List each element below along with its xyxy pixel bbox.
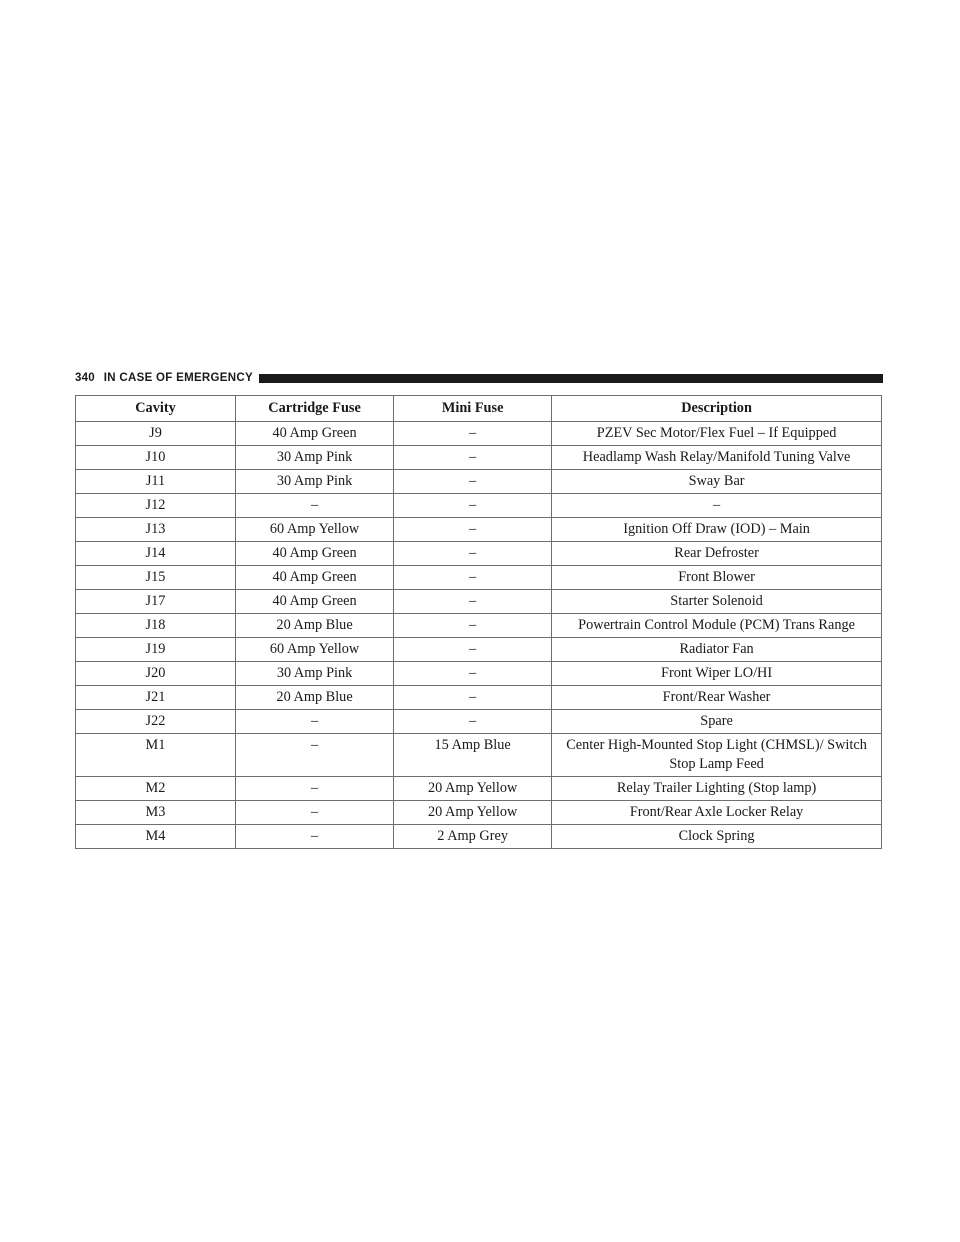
cell-mini-fuse: –: [394, 710, 552, 734]
cell-cavity: J12: [76, 494, 236, 518]
cell-cavity: J14: [76, 542, 236, 566]
table-row: [76, 470, 882, 494]
cell-mini-fuse: 15 Amp Blue: [394, 734, 552, 777]
fuse-table: [75, 395, 882, 849]
cell-mini-fuse: –: [394, 566, 552, 590]
cell-description: Rear Defroster: [552, 542, 882, 566]
cell-cartridge-fuse: 40 Amp Green: [235, 566, 393, 590]
column-header-description: Description: [552, 396, 882, 422]
cell-mini-fuse: –: [394, 590, 552, 614]
cell-cavity: J21: [76, 686, 236, 710]
cell-mini-fuse: 20 Amp Yellow: [394, 777, 552, 801]
cell-mini-fuse: 20 Amp Yellow: [394, 801, 552, 825]
table-row: [76, 825, 882, 849]
cell-description: Clock Spring: [552, 825, 882, 849]
table-row: [76, 777, 882, 801]
cell-description: Front Blower: [552, 566, 882, 590]
cell-cavity: J15: [76, 566, 236, 590]
table-row: [76, 662, 882, 686]
table-row: [76, 518, 882, 542]
cell-cavity: J18: [76, 614, 236, 638]
table-row: [76, 422, 882, 446]
table-row: [76, 801, 882, 825]
table-row: [76, 542, 882, 566]
cell-mini-fuse: –: [394, 638, 552, 662]
cell-cartridge-fuse: –: [235, 825, 393, 849]
column-header-cartridge-fuse: Cartridge Fuse: [235, 396, 393, 422]
cell-description: Powertrain Control Module (PCM) Trans Range: [552, 614, 882, 638]
cell-mini-fuse: –: [394, 686, 552, 710]
cell-description: Radiator Fan: [552, 638, 882, 662]
cell-mini-fuse: –: [394, 542, 552, 566]
cell-cavity: M2: [76, 777, 236, 801]
cell-mini-fuse: –: [394, 494, 552, 518]
cell-mini-fuse: –: [394, 614, 552, 638]
cell-description: –: [552, 494, 882, 518]
cell-cartridge-fuse: 60 Amp Yellow: [235, 518, 393, 542]
cell-description: Sway Bar: [552, 470, 882, 494]
cell-cavity: J10: [76, 446, 236, 470]
cell-cartridge-fuse: –: [235, 734, 393, 777]
cell-cartridge-fuse: 30 Amp Pink: [235, 446, 393, 470]
column-header-mini-fuse: Mini Fuse: [394, 396, 552, 422]
cell-cartridge-fuse: –: [235, 710, 393, 734]
table-row: [76, 446, 882, 470]
table-row: [76, 638, 882, 662]
cell-description: Center High-Mounted Stop Light (CHMSL)/ Switch Stop Lamp Feed: [552, 734, 882, 777]
table-row: [76, 566, 882, 590]
cell-description: Starter Solenoid: [552, 590, 882, 614]
cell-cavity: J22: [76, 710, 236, 734]
cell-description: Front Wiper LO/HI: [552, 662, 882, 686]
table-body: [76, 422, 882, 849]
cell-description: Spare: [552, 710, 882, 734]
cell-mini-fuse: 2 Amp Grey: [394, 825, 552, 849]
cell-cavity: J17: [76, 590, 236, 614]
cell-cavity: J11: [76, 470, 236, 494]
cell-cartridge-fuse: 40 Amp Green: [235, 590, 393, 614]
table-row: [76, 590, 882, 614]
cell-description: Front/Rear Axle Locker Relay: [552, 801, 882, 825]
cell-cartridge-fuse: 20 Amp Blue: [235, 614, 393, 638]
cell-cavity: J20: [76, 662, 236, 686]
cell-mini-fuse: –: [394, 662, 552, 686]
cell-cavity: J13: [76, 518, 236, 542]
cell-cavity: J19: [76, 638, 236, 662]
cell-cavity: M3: [76, 801, 236, 825]
cell-mini-fuse: –: [394, 422, 552, 446]
header-rule: [259, 374, 883, 383]
cell-cavity: M4: [76, 825, 236, 849]
column-header-cavity: Cavity: [76, 396, 236, 422]
table-row: [76, 734, 882, 777]
table-row: [76, 614, 882, 638]
cell-cartridge-fuse: 20 Amp Blue: [235, 686, 393, 710]
cell-cartridge-fuse: 30 Amp Pink: [235, 662, 393, 686]
cell-cavity: J9: [76, 422, 236, 446]
cell-cartridge-fuse: –: [235, 777, 393, 801]
cell-cartridge-fuse: 40 Amp Green: [235, 542, 393, 566]
table-row: [76, 686, 882, 710]
cell-description: Headlamp Wash Relay/Manifold Tuning Valve: [552, 446, 882, 470]
cell-cartridge-fuse: 30 Amp Pink: [235, 470, 393, 494]
section-title: IN CASE OF EMERGENCY: [103, 372, 253, 384]
cell-mini-fuse: –: [394, 470, 552, 494]
cell-cartridge-fuse: –: [235, 494, 393, 518]
cell-cartridge-fuse: –: [235, 801, 393, 825]
cell-description: Front/Rear Washer: [552, 686, 882, 710]
cell-description: Ignition Off Draw (IOD) – Main: [552, 518, 882, 542]
cell-cartridge-fuse: 60 Amp Yellow: [235, 638, 393, 662]
table-row: [76, 710, 882, 734]
cell-cartridge-fuse: 40 Amp Green: [235, 422, 393, 446]
page-number: 340: [75, 372, 95, 384]
cell-cavity: M1: [76, 734, 236, 777]
cell-mini-fuse: –: [394, 446, 552, 470]
cell-description: PZEV Sec Motor/Flex Fuel – If Equipped: [552, 422, 882, 446]
page-header: [75, 371, 883, 385]
table-row: [76, 494, 882, 518]
cell-description: Relay Trailer Lighting (Stop lamp): [552, 777, 882, 801]
table-header-row: [76, 396, 882, 422]
cell-mini-fuse: –: [394, 518, 552, 542]
